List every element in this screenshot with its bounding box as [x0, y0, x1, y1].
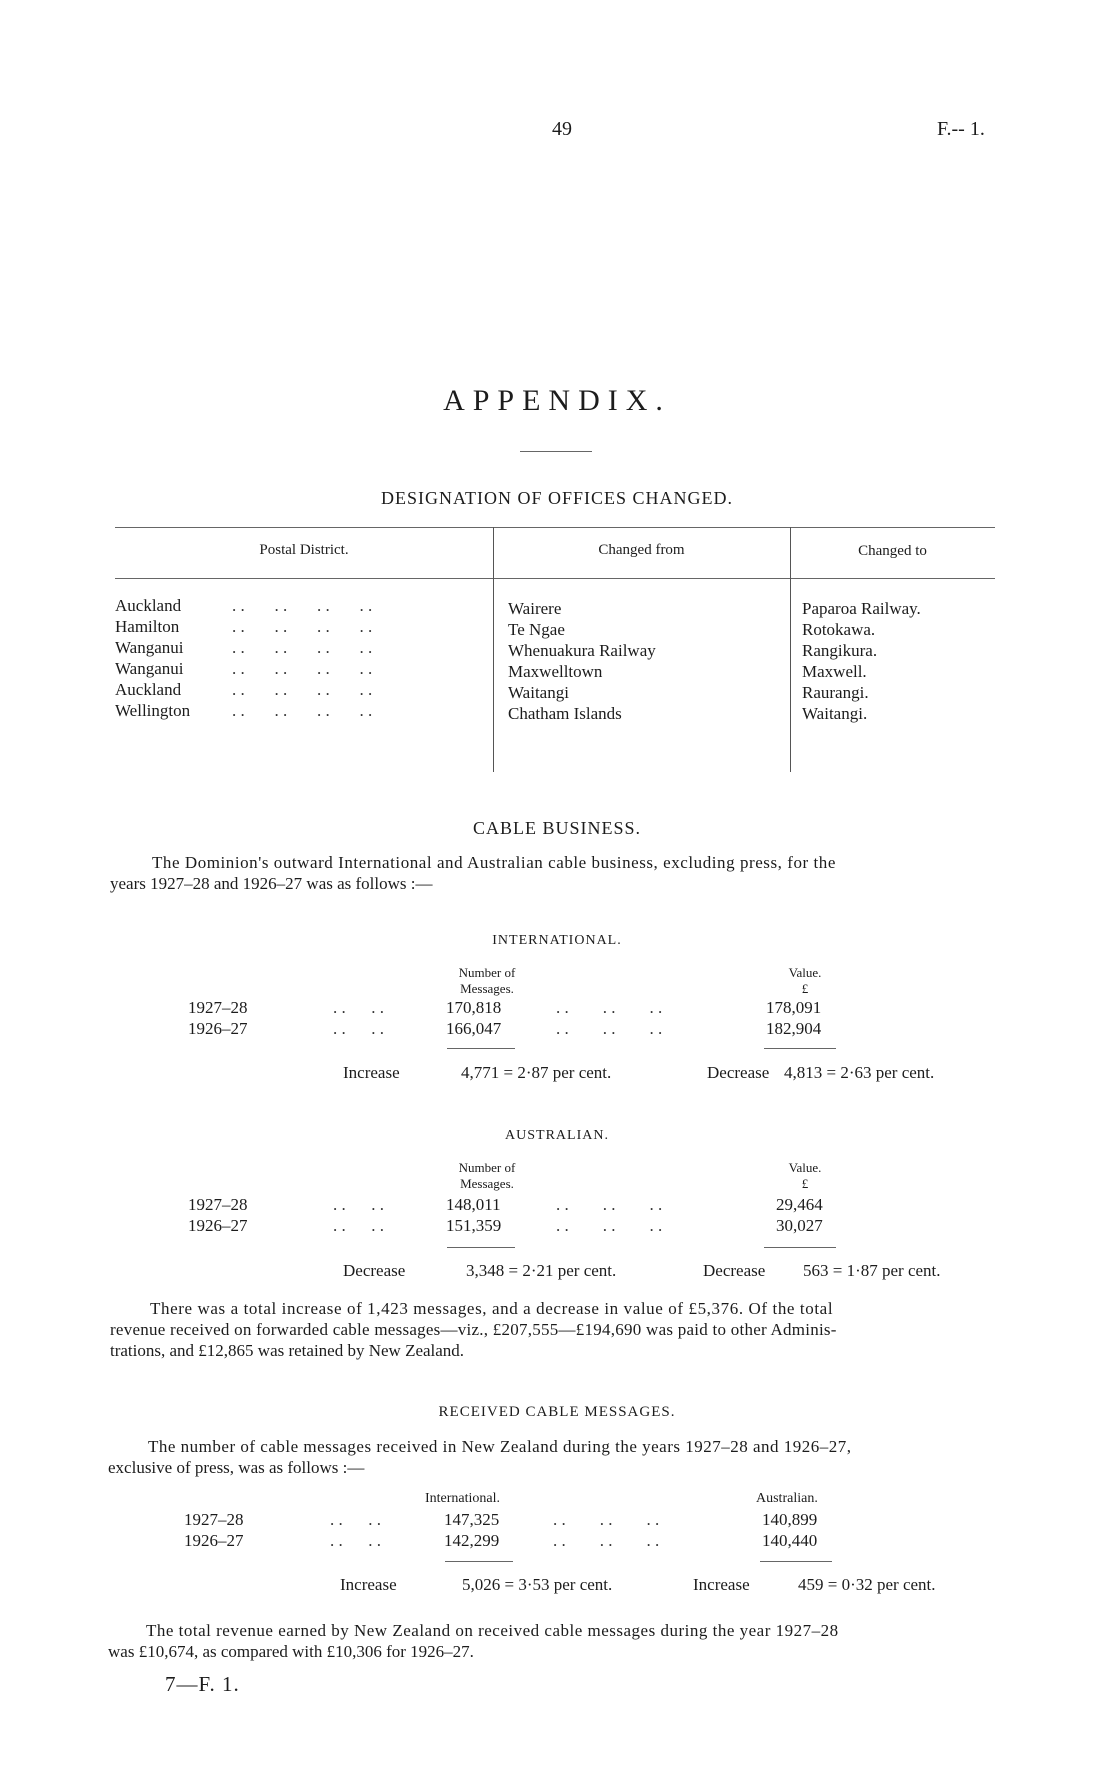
- messages-cell: 151,359: [446, 1216, 502, 1235]
- pound-symbol: £: [801, 981, 809, 996]
- value-cell: 29,464: [776, 1195, 823, 1214]
- leader-dots: . . . . . . . .: [232, 680, 373, 699]
- result-value: 5,026 = 3·53 per cent.: [462, 1575, 613, 1594]
- received-intro-line-1: The number of cable messages received in New Zealand during the years 1927–28 and 1926–27,: [148, 1437, 852, 1456]
- australian-column-header: Australian.: [756, 1491, 818, 1506]
- result-value: 4,813 = 2·63 per cent.: [784, 1063, 935, 1082]
- sum-rule: [447, 1247, 515, 1248]
- year-cell: 1927–28: [184, 1510, 244, 1529]
- document-reference: F.-- 1.: [937, 118, 985, 140]
- cable-intro-line-2: years 1927–28 and 1926–27 was as follows :—: [110, 874, 433, 893]
- changed-to-cell: Raurangi.: [802, 683, 869, 702]
- result-value: 3,348 = 2·21 per cent.: [466, 1261, 617, 1280]
- leader-dots: . . . . . .: [553, 1510, 660, 1529]
- leader-dots: . . . . . . . .: [232, 596, 373, 615]
- result-value: 4,771 = 2·87 per cent.: [461, 1063, 612, 1082]
- changed-to-cell: Waitangi.: [802, 704, 868, 723]
- column-header-postal-district: Postal District.: [259, 542, 349, 558]
- column-header-changed-from: Changed from: [598, 542, 685, 558]
- messages-column-header-line-2: Messages.: [460, 981, 514, 996]
- australian-cell: 140,440: [762, 1531, 818, 1550]
- table-header-rule: [115, 578, 995, 579]
- international-cell: 147,325: [444, 1510, 500, 1529]
- leader-dots: . . . .: [333, 1195, 384, 1214]
- result-label: Decrease: [343, 1261, 406, 1280]
- changed-from-cell: Maxwelltown: [508, 662, 603, 681]
- result-label: Decrease: [703, 1261, 766, 1280]
- year-cell: 1927–28: [188, 1195, 248, 1214]
- result-label: Decrease: [707, 1063, 770, 1082]
- leader-dots: . . . . . .: [556, 1216, 663, 1235]
- result-label: Increase: [340, 1575, 397, 1594]
- changed-from-cell: Waitangi: [508, 683, 569, 702]
- page-number: 49: [552, 118, 572, 140]
- closing-line-1: The total revenue earned by New Zealand on received cable messages during the year 1927–28: [146, 1621, 839, 1640]
- signature-mark: 7—F. 1.: [165, 1672, 240, 1696]
- sum-rule: [447, 1048, 515, 1049]
- changed-to-cell: Maxwell.: [802, 662, 867, 681]
- value-cell: 178,091: [766, 998, 822, 1017]
- designation-heading: DESIGNATION OF OFFICES CHANGED.: [380, 488, 734, 508]
- leader-dots: . . . . . . . .: [232, 617, 373, 636]
- result-label: Increase: [693, 1575, 750, 1594]
- district-cell: Wanganui: [115, 638, 184, 657]
- year-cell: 1926–27: [188, 1216, 248, 1235]
- leader-dots: . . . .: [333, 1216, 384, 1235]
- column-header-changed-to: Changed to: [858, 543, 927, 559]
- messages-column-header: Number of: [458, 1160, 516, 1175]
- district-cell: Hamilton: [115, 617, 180, 636]
- value-cell: 182,904: [766, 1019, 822, 1038]
- closing-line-2: was £10,674, as compared with £10,306 for 1926–27.: [108, 1642, 474, 1661]
- received-intro-line-2: exclusive of press, was as follows :—: [108, 1458, 365, 1477]
- leader-dots: . . . . . .: [556, 998, 663, 1017]
- sum-rule: [445, 1561, 513, 1562]
- table-divider-2: [790, 527, 791, 772]
- value-column-header: Value.: [788, 1160, 822, 1175]
- leader-dots: . . . .: [333, 998, 384, 1017]
- summary-line-3: trations, and £12,865 was retained by New Zealand.: [110, 1341, 465, 1360]
- cable-intro-line-1: The Dominion's outward International and Australian cable business, excluding press, for the: [152, 853, 836, 872]
- summary-line-1: There was a total increase of 1,423 messages, and a decrease in value of £5,376. Of the total: [150, 1299, 834, 1318]
- district-cell: Wanganui: [115, 659, 184, 678]
- international-cell: 142,299: [444, 1531, 500, 1550]
- sum-rule: [764, 1247, 836, 1248]
- messages-cell: 148,011: [446, 1195, 501, 1214]
- pound-symbol: £: [801, 1176, 809, 1191]
- leader-dots: . . . . . .: [556, 1019, 663, 1038]
- changed-to-cell: Rangikura.: [802, 641, 878, 660]
- australian-cell: 140,899: [762, 1510, 818, 1529]
- district-cell: Auckland: [115, 680, 182, 699]
- district-cell: Wellington: [115, 701, 191, 720]
- leader-dots: . . . . . . . .: [232, 701, 373, 720]
- changed-from-cell: Chatham Islands: [508, 704, 622, 723]
- result-label: Increase: [343, 1063, 400, 1082]
- year-cell: 1926–27: [188, 1019, 248, 1038]
- leader-dots: . . . .: [330, 1531, 381, 1550]
- year-cell: 1927–28: [188, 998, 248, 1017]
- leader-dots: . . . . . .: [553, 1531, 660, 1550]
- value-column-header: Value.: [788, 965, 822, 980]
- cable-business-heading: CABLE BUSINESS.: [472, 818, 642, 838]
- year-cell: 1926–27: [184, 1531, 244, 1550]
- international-heading: INTERNATIONAL.: [492, 933, 622, 948]
- changed-from-cell: Te Ngae: [508, 620, 565, 639]
- messages-cell: 166,047: [446, 1019, 502, 1038]
- received-heading: RECEIVED CABLE MESSAGES.: [438, 1404, 676, 1420]
- district-cell: Auckland: [115, 596, 182, 615]
- result-value: 563 = 1·87 per cent.: [803, 1261, 941, 1280]
- leader-dots: . . . . . . . .: [232, 638, 373, 657]
- sum-rule: [764, 1048, 836, 1049]
- international-column-header: International.: [425, 1491, 501, 1506]
- australian-heading: AUSTRALIAN.: [505, 1128, 609, 1143]
- messages-column-header: Number of: [458, 965, 516, 980]
- value-cell: 30,027: [776, 1216, 823, 1235]
- leader-dots: . . . . . . . .: [232, 659, 373, 678]
- leader-dots: . . . .: [333, 1019, 384, 1038]
- changed-to-cell: Paparoa Railway.: [802, 599, 921, 618]
- messages-column-header-line-2: Messages.: [460, 1176, 514, 1191]
- changed-to-cell: Rotokawa.: [802, 620, 876, 639]
- table-top-rule: [115, 527, 995, 528]
- table-divider-1: [493, 527, 494, 772]
- leader-dots: . . . . . .: [556, 1195, 663, 1214]
- result-value: 459 = 0·32 per cent.: [798, 1575, 936, 1594]
- sum-rule: [760, 1561, 832, 1562]
- changed-from-cell: Wairere: [508, 599, 562, 618]
- summary-line-2: revenue received on forwarded cable messages—viz., £207,555—£194,690 was paid to other Adminis-: [110, 1320, 837, 1339]
- title-rule: [520, 451, 592, 452]
- messages-cell: 170,818: [446, 998, 502, 1017]
- page-title: APPENDIX.: [443, 384, 671, 417]
- leader-dots: . . . .: [330, 1510, 381, 1529]
- changed-from-cell: Whenuakura Railway: [508, 641, 656, 660]
